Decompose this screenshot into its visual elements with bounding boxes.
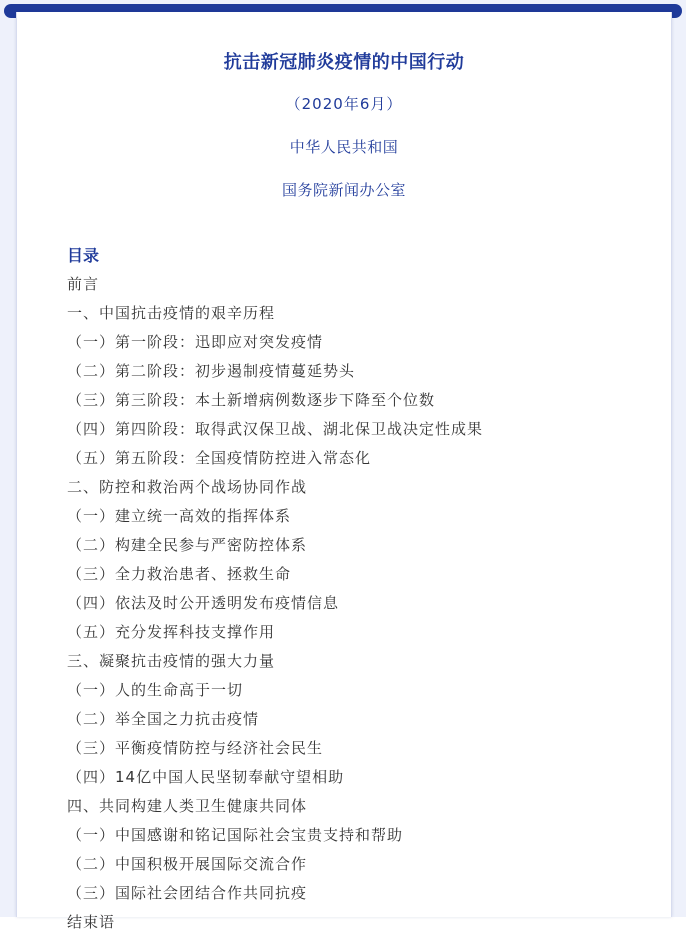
toc-item-chapter-4[interactable]: 四、共同构建人类卫生健康共同体 xyxy=(67,797,308,815)
toc-item-chapter-3-section-1[interactable]: （一）人的生命高于一切 xyxy=(67,681,244,699)
toc-item-chapter-2[interactable]: 二、防控和救治两个战场协同作战 xyxy=(67,478,308,496)
toc-item-chapter-3[interactable]: 三、凝聚抗击疫情的强大力量 xyxy=(67,652,276,670)
toc-item-chapter-4-section-2[interactable]: （二）中国积极开展国际交流合作 xyxy=(67,855,308,873)
document-title: 抗击新冠肺炎疫情的中国行动 xyxy=(223,52,465,73)
document-office: 国务院新闻办公室 xyxy=(281,181,406,199)
document-date: （2020年6月） xyxy=(285,95,403,113)
toc-item-conclusion[interactable]: 结束语 xyxy=(67,913,116,931)
toc-item-chapter-1-section-5[interactable]: （五）第五阶段：全国疫情防控进入常态化 xyxy=(67,449,372,467)
toc-item-chapter-2-section-5[interactable]: （五）充分发挥科技支撑作用 xyxy=(67,623,276,641)
toc-item-chapter-1-section-1[interactable]: （一）第一阶段：迅即应对突发疫情 xyxy=(67,333,324,351)
document-issuer: 中华人民共和国 xyxy=(289,138,399,156)
document-card xyxy=(16,12,672,931)
toc-item-chapter-2-section-4[interactable]: （四）依法及时公开透明发布疫情信息 xyxy=(67,594,340,612)
toc-item-chapter-3-section-3[interactable]: （三）平衡疫情防控与经济社会民生 xyxy=(67,739,324,757)
toc-item-chapter-2-section-1[interactable]: （一）建立统一高效的指挥体系 xyxy=(67,507,292,525)
toc-item-chapter-4-section-1[interactable]: （一）中国感谢和铭记国际社会宝贵支持和帮助 xyxy=(67,826,404,844)
toc-item-chapter-1-section-4[interactable]: （四）第四阶段：取得武汉保卫战、湖北保卫战决定性成果 xyxy=(67,420,484,438)
toc-list xyxy=(67,270,647,937)
toc-item-chapter-1[interactable]: 一、中国抗击疫情的艰辛历程 xyxy=(67,304,276,322)
toc-item-chapter-3-section-4[interactable]: （四）14亿中国人民坚韧奉献守望相助 xyxy=(67,768,345,786)
toc-item-chapter-4-section-3[interactable]: （三）国际社会团结合作共同抗疫 xyxy=(67,884,308,902)
toc-item-chapter-2-section-2[interactable]: （二）构建全民参与严密防控体系 xyxy=(67,536,308,554)
toc-item-chapter-1-section-2[interactable]: （二）第二阶段：初步遏制疫情蔓延势头 xyxy=(67,362,356,380)
toc-heading: 目录 xyxy=(67,246,100,265)
toc-item-chapter-2-section-3[interactable]: （三）全力救治患者、拯救生命 xyxy=(67,565,292,583)
toc-item-chapter-3-section-2[interactable]: （二）举全国之力抗击疫情 xyxy=(67,710,260,728)
toc-item-preface[interactable]: 前言 xyxy=(67,275,100,293)
toc-item-chapter-1-section-3[interactable]: （三）第三阶段：本土新增病例数逐步下降至个位数 xyxy=(67,391,436,409)
